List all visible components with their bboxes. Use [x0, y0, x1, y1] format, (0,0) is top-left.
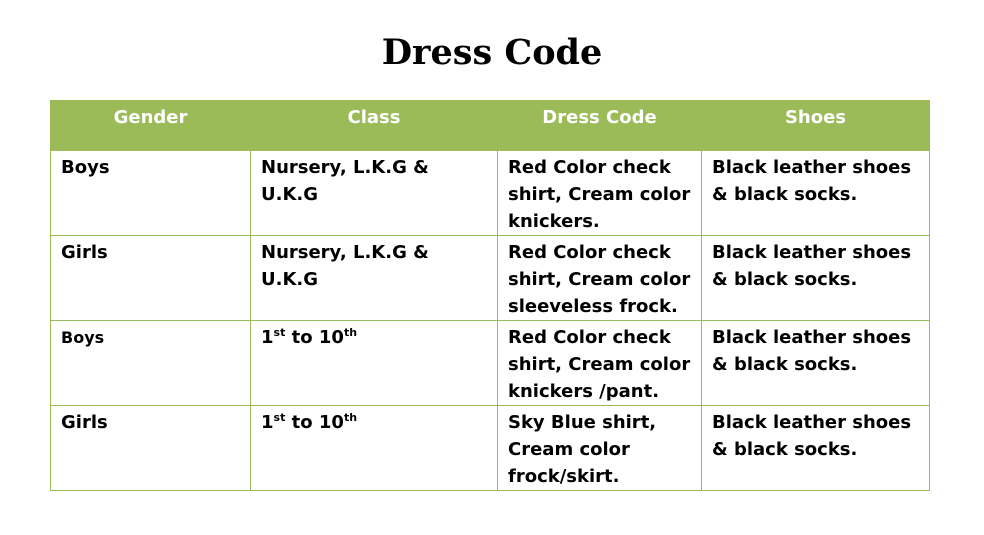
dress-code-table [50, 100, 930, 491]
class-to-suffix: th [343, 326, 358, 339]
cell-class: Nursery, L.K.G & U.K.G [251, 236, 498, 321]
class-from-number: 1 [261, 327, 274, 348]
cell-dress-code: Sky Blue shirt, Cream color frock/skirt. [498, 406, 702, 491]
cell-shoes: Black leather shoes & black socks. [702, 406, 930, 491]
class-to-number: 10 [318, 327, 344, 348]
cell-shoes: Black leather shoes & black socks. [702, 151, 930, 236]
class-from-number: 1 [261, 412, 274, 433]
cell-class: Nursery, L.K.G & U.K.G [251, 151, 498, 236]
cell-dress-code: Red Color check shirt, Cream color knickers. [498, 151, 702, 236]
table-row [51, 321, 930, 406]
cell-shoes: Black leather shoes & black socks. [702, 321, 930, 406]
class-from-suffix: st [273, 326, 286, 339]
cell-class [251, 321, 498, 406]
header-class: Class [251, 101, 498, 151]
cell-class [251, 406, 498, 491]
header-gender: Gender [51, 101, 251, 151]
table-row [51, 236, 930, 321]
header-shoes: Shoes [702, 101, 930, 151]
cell-gender: Girls [51, 406, 251, 491]
class-to-number: 10 [318, 412, 344, 433]
cell-gender: Boys [51, 321, 251, 406]
cell-dress-code: Red Color check shirt, Cream color knickers /pant. [498, 321, 702, 406]
cell-gender: Girls [51, 236, 251, 321]
page-title: Dress Code [381, 32, 603, 73]
class-to-word: to [291, 327, 313, 348]
class-to-suffix: th [343, 411, 358, 424]
header-dress-code: Dress Code [498, 101, 702, 151]
cell-dress-code: Red Color check shirt, Cream color sleeveless frock. [498, 236, 702, 321]
cell-shoes: Black leather shoes & black socks. [702, 236, 930, 321]
class-to-word: to [291, 412, 313, 433]
table-row [51, 406, 930, 491]
table-header-row [51, 101, 930, 151]
table-row [51, 151, 930, 236]
class-from-suffix: st [273, 411, 286, 424]
cell-gender: Boys [51, 151, 251, 236]
